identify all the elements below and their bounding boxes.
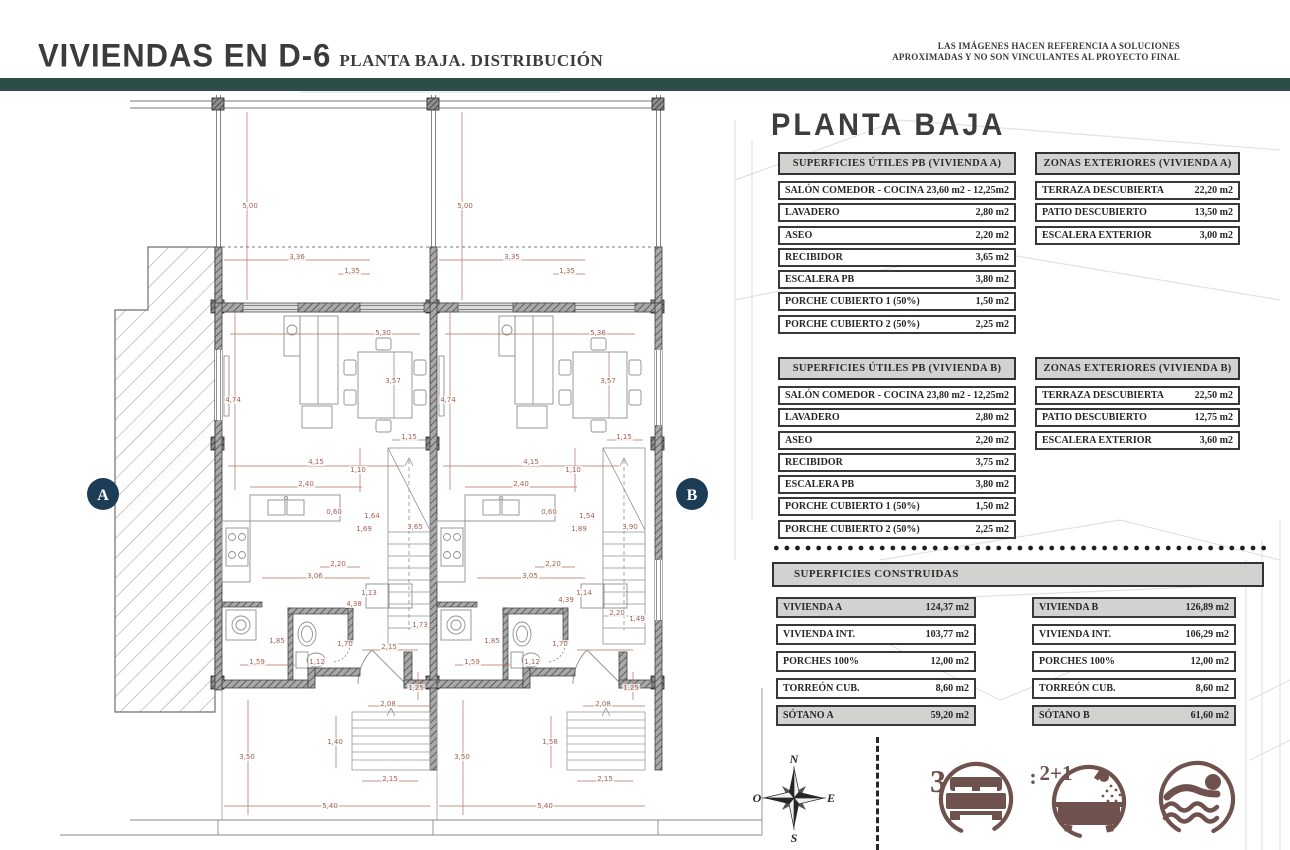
row-label: TORREÓN CUB. <box>1039 683 1116 694</box>
table-row <box>776 678 976 699</box>
row-label: ESCALERA EXTERIOR <box>1042 229 1152 241</box>
table-row <box>778 270 1016 289</box>
dimension-label: 1,35 <box>559 267 575 275</box>
dwelling-unit <box>222 316 437 820</box>
bed-icon <box>946 777 1006 820</box>
dimension-label: 1,73 <box>412 621 428 629</box>
main-walls <box>215 303 662 770</box>
dimension-label: 2,20 <box>609 609 625 617</box>
dimension-label: 1,64 <box>364 512 380 520</box>
compass-west-label: O <box>752 791 762 805</box>
svg-text:A: A <box>97 487 109 504</box>
dimension-label: 5,36 <box>590 329 606 337</box>
dimension-label: 3,05 <box>522 572 538 580</box>
table-row <box>778 520 1016 539</box>
row-value: 22,20 m2 <box>1194 185 1233 196</box>
row-label: TERRAZA DESCUBIERTA <box>1042 390 1164 401</box>
row-value: 3,80 m2 <box>975 479 1009 491</box>
row-value: 8,60 m2 <box>1195 683 1229 694</box>
row-label: RECIBIDOR <box>785 251 843 263</box>
row-value: 3,75 m2 <box>975 456 1009 468</box>
table-row <box>1032 705 1236 726</box>
row-value: 2,25 m2 <box>975 318 1009 330</box>
table-row <box>778 453 1016 472</box>
row-value: 126,89 m2 <box>1185 602 1229 613</box>
header-divider-bar <box>0 78 1290 91</box>
row-value: 106,29 m2 <box>1185 629 1229 640</box>
table-row <box>778 431 1016 450</box>
amenity-icons <box>890 742 1250 850</box>
dimension-label: 3,50 <box>239 753 255 761</box>
table-zonas-exteriores-a <box>1035 152 1240 248</box>
table-row <box>776 651 976 672</box>
row-label: SÓTANO A <box>783 710 834 721</box>
unit-marker-b <box>676 478 708 510</box>
row-label: TERRAZA DESCUBIERTA <box>1042 185 1164 196</box>
dimension-label: 4,38 <box>346 600 362 608</box>
row-label: LAVADERO <box>785 412 840 424</box>
table-row <box>778 475 1016 494</box>
dimension-label: 3,65 <box>407 523 423 531</box>
table-row <box>1035 181 1240 200</box>
table-row <box>1032 678 1236 699</box>
row-label: ESCALERA PB <box>785 479 855 491</box>
pool-circle <box>1148 750 1246 848</box>
dimension-label: 1,10 <box>350 466 366 474</box>
dimension-label: 3,57 <box>385 377 401 385</box>
dimension-label: 2,20 <box>330 560 346 568</box>
dimension-label: 5,00 <box>457 202 473 210</box>
dimension-label: 1,70 <box>337 640 353 648</box>
dimension-label: 1,58 <box>542 738 558 746</box>
table-row <box>778 226 1016 245</box>
row-value: 2,20 m2 <box>975 229 1009 241</box>
dimension-label: 1,15 <box>616 433 632 441</box>
dimension-label: 5,40 <box>537 802 553 810</box>
disclaimer-line: APROXIMADAS Y NO SON VINCULANTES AL PROYECTO FINAL <box>892 52 1180 62</box>
dimension-label: 1,70 <box>552 640 568 648</box>
dimension-label: 1,85 <box>269 637 285 645</box>
row-label: ASEO <box>785 434 813 446</box>
compass-east-label: E <box>826 791 836 805</box>
dimension-label: 1,89 <box>571 525 587 533</box>
facade-wall <box>215 303 662 312</box>
table-row <box>778 386 1016 405</box>
row-label: TORREÓN CUB. <box>783 683 860 694</box>
dimension-label: 5,40 <box>322 802 338 810</box>
dimension-label: 1,35 <box>344 267 360 275</box>
dimension-label: 5,00 <box>242 202 258 210</box>
table-row <box>778 315 1016 334</box>
row-value: 23,60 m2 - 12,25m2 <box>926 185 1009 196</box>
dimension-label: 3,36 <box>289 253 305 261</box>
dimension-label: 4,74 <box>440 396 456 404</box>
table-header: SUPERFICIES ÚTILES PB (VIVIENDA B) <box>778 357 1016 380</box>
dimension-label: 1,49 <box>629 615 645 623</box>
compass-north-label: N <box>789 752 799 766</box>
unit-marker-a <box>87 478 119 510</box>
table-header: ZONAS EXTERIORES (VIVIENDA A) <box>1035 152 1240 175</box>
row-label: PORCHES 100% <box>783 656 859 667</box>
table-row <box>1032 651 1236 672</box>
table-superficies-utiles-b <box>778 357 1016 542</box>
row-label: VIVIENDA A <box>783 602 843 613</box>
table-row <box>778 292 1016 311</box>
dimension-label: 3,57 <box>600 377 616 385</box>
row-value: 2,20 m2 <box>975 434 1009 446</box>
svg-text:B: B <box>686 487 698 504</box>
dimension-label: 2,08 <box>595 700 611 708</box>
row-label: ESCALERA PB <box>785 274 855 286</box>
swimmer-icon <box>1165 774 1221 822</box>
dimension-label: 3,90 <box>622 523 638 531</box>
row-label: SALÓN COMEDOR - COCINA <box>785 390 925 401</box>
dimension-label: 1,25 <box>623 684 639 692</box>
grid-columns <box>211 98 664 689</box>
table-row <box>1032 624 1236 645</box>
row-label: SALÓN COMEDOR - COCINA <box>785 185 925 196</box>
table-row <box>778 408 1016 427</box>
dimension-label: 4,15 <box>523 458 539 466</box>
wall-windows <box>215 350 662 620</box>
row-value: 22,50 m2 <box>1194 390 1233 401</box>
dimension-label: 1,59 <box>249 658 265 666</box>
row-value: 103,77 m2 <box>925 629 969 640</box>
baths-count: 2+1 <box>1039 761 1073 785</box>
dimension-label: 3,35 <box>504 253 520 261</box>
row-label: PORCHE CUBIERTO 2 (50%) <box>785 318 920 330</box>
dimension-label: 2,15 <box>382 775 398 783</box>
dimension-label: 1,12 <box>524 658 540 666</box>
structural-grid <box>130 95 662 247</box>
table-row <box>1035 386 1240 405</box>
footer-dashed-separator <box>876 737 879 850</box>
dimension-label: 1,25 <box>408 684 424 692</box>
row-value: 2,80 m2 <box>975 412 1009 424</box>
row-value: 1,50 m2 <box>975 501 1009 513</box>
dimension-label: 4,15 <box>308 458 324 466</box>
row-value: 13,50 m2 <box>1194 207 1233 219</box>
table-row <box>1035 203 1240 222</box>
compass-rose <box>750 748 838 848</box>
construidas-column-b <box>1032 597 1236 732</box>
porch-posts <box>215 247 662 305</box>
dimension-label: 1,10 <box>565 466 581 474</box>
row-label: VIVIENDA INT. <box>1039 629 1112 640</box>
dimension-label: 1,13 <box>361 589 377 597</box>
row-label: PORCHE CUBIERTO 1 (50%) <box>785 296 920 308</box>
title-sub: PLANTA BAJA. DISTRIBUCIÓN <box>339 51 604 70</box>
row-label: ESCALERA EXTERIOR <box>1042 434 1152 446</box>
table-header-construidas: SUPERFICIES CONSTRUIDAS <box>772 562 1264 587</box>
title-main: VIVIENDAS EN D-6 <box>38 37 332 74</box>
row-label: PORCHE CUBIERTO 1 (50%) <box>785 501 920 513</box>
dimension-label: 5,30 <box>375 329 391 337</box>
dimension-label: 1,14 <box>576 589 592 597</box>
row-value: 2,25 m2 <box>975 523 1009 535</box>
site-boundary-hatch <box>115 247 215 712</box>
dimension-label: 1,12 <box>309 658 325 666</box>
table-superficies-utiles-a <box>778 152 1016 337</box>
compass-south-label: S <box>790 831 798 845</box>
dimension-label: 2,40 <box>513 480 529 488</box>
row-label: LAVADERO <box>785 207 840 219</box>
panel-title: PLANTA BAJA <box>771 108 1006 143</box>
dimension-label: 1,85 <box>484 637 500 645</box>
page-title <box>38 38 603 74</box>
row-value: 3,65 m2 <box>975 251 1009 263</box>
row-value: 8,60 m2 <box>935 683 969 694</box>
dimension-label: 1,59 <box>464 658 480 666</box>
row-value: 3,00 m2 <box>1199 229 1233 241</box>
row-value: 12,00 m2 <box>1190 656 1229 667</box>
table-row <box>1035 431 1240 450</box>
construidas-column-a <box>776 597 976 732</box>
table-row <box>776 624 976 645</box>
row-value: 3,60 m2 <box>1199 434 1233 446</box>
dimension-label: 2,15 <box>381 643 397 651</box>
row-value: 1,50 m2 <box>975 296 1009 308</box>
table-row <box>1032 597 1236 618</box>
disclaimer-text <box>892 41 1180 63</box>
row-label: PATIO DESCUBIERTO <box>1042 412 1147 424</box>
row-label: PATIO DESCUBIERTO <box>1042 207 1147 219</box>
table-row <box>778 203 1016 222</box>
row-value: 61,60 m2 <box>1190 710 1229 721</box>
dimension-label: 3,06 <box>307 572 323 580</box>
dimension-label: 2,15 <box>597 775 613 783</box>
icons-separator: : <box>1029 764 1037 789</box>
row-value: 124,37 m2 <box>925 602 969 613</box>
dimension-label: 0,60 <box>326 508 342 516</box>
disclaimer-line: LAS IMÁGENES HACEN REFERENCIA A SOLUCIONES <box>937 41 1180 51</box>
row-value: 2,80 m2 <box>975 207 1009 219</box>
dimension-label: 4,74 <box>225 396 241 404</box>
table-row <box>778 181 1016 200</box>
bedrooms-count: 3 <box>930 763 946 799</box>
table-row <box>1035 408 1240 427</box>
dimension-label: 4,39 <box>558 596 574 604</box>
row-label: RECIBIDOR <box>785 456 843 468</box>
dimension-label: 2,40 <box>298 480 314 488</box>
dimension-label: 2,08 <box>380 700 396 708</box>
dimension-label: 3,50 <box>454 753 470 761</box>
row-label: PORCHES 100% <box>1039 656 1115 667</box>
row-label: PORCHE CUBIERTO 2 (50%) <box>785 523 920 535</box>
dimension-label: 1,15 <box>401 433 417 441</box>
table-row <box>776 705 976 726</box>
dimension-label: 1,54 <box>579 512 595 520</box>
row-value: 12,00 m2 <box>930 656 969 667</box>
dimension-label: 1,40 <box>327 738 343 746</box>
dotted-separator <box>771 543 1268 553</box>
dimension-label: 0,60 <box>541 508 557 516</box>
dimension-label: 1,69 <box>356 525 372 533</box>
table-zonas-exteriores-b <box>1035 357 1240 453</box>
row-value: 23,80 m2 - 12,25m2 <box>926 390 1009 401</box>
row-value: 12,75 m2 <box>1194 412 1233 424</box>
table-row <box>778 497 1016 516</box>
row-label: VIVIENDA B <box>1039 602 1099 613</box>
row-label: SÓTANO B <box>1039 710 1090 721</box>
row-label: ASEO <box>785 229 813 241</box>
table-row <box>776 597 976 618</box>
row-value: 59,20 m2 <box>930 710 969 721</box>
table-row <box>1035 226 1240 245</box>
row-label: VIVIENDA INT. <box>783 629 856 640</box>
table-row <box>778 248 1016 267</box>
row-value: 3,80 m2 <box>975 274 1009 286</box>
dimension-label: 2,20 <box>545 560 561 568</box>
table-header: SUPERFICIES ÚTILES PB (VIVIENDA A) <box>778 152 1016 175</box>
table-header: ZONAS EXTERIORES (VIVIENDA B) <box>1035 357 1240 380</box>
